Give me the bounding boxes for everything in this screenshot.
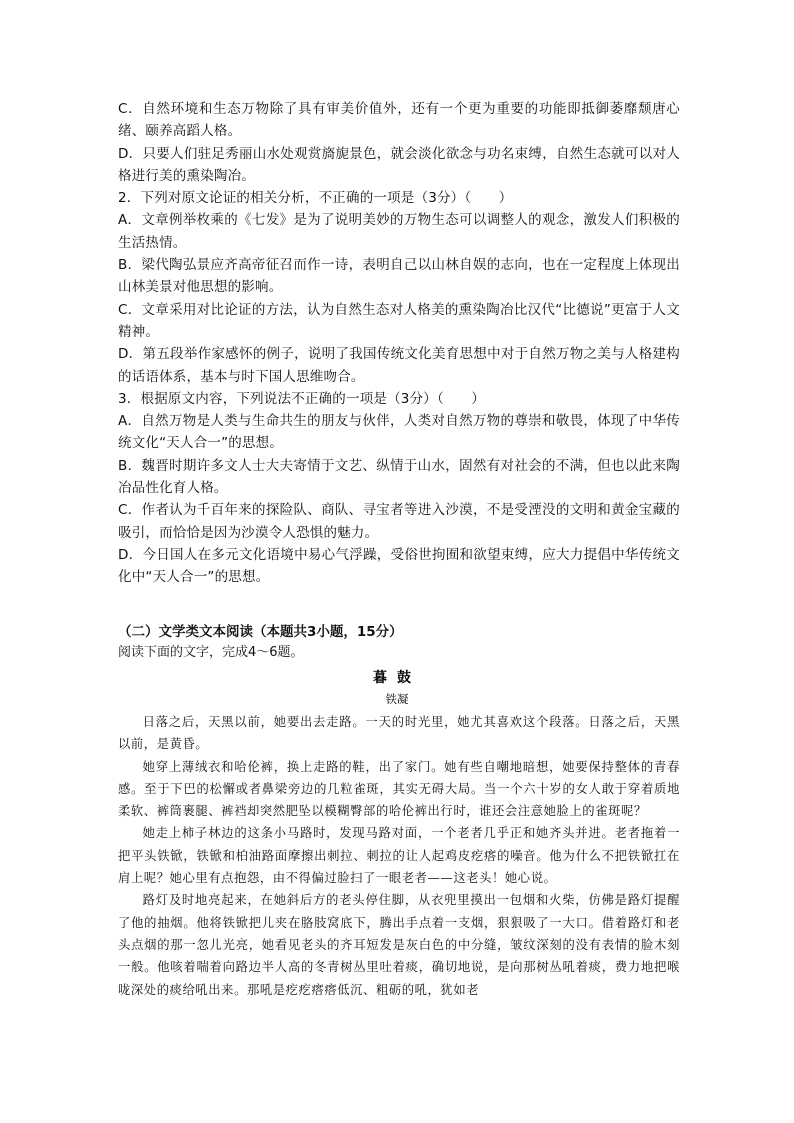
story-paragraph: 她穿上薄绒衣和哈伦裤，换上走路的鞋，出了家门。她有些自嘲地暗想，她要保持整体的青春感。至于下巴的松懈或者鼻梁旁边的几粒雀斑，其实无碍大局。当一个六十岁的女人敢于穿着质地柔软、裤筒裹腿、裤裆却突然肥坠以模糊臀部的哈伦裤出行时，谁还会注意她脸上的雀斑呢？: [118, 759, 680, 819]
story-paragraph: 她走上柿子林边的这条小马路时，发现马路对面，一个老者几乎正和她齐头并进。老者拖着一把平头铁锨，铁锨和柏油路面摩擦出刺拉、刺拉的让人起鸡皮疙瘩的噪音。他为什么不把铁锨扛在肩上呢？她心里有点抱怨，由不得偏过脸扫了一眼老者——这老头！她心说。: [118, 826, 680, 886]
story-body: [118, 711, 680, 1001]
story-paragraph: 路灯及时地亮起来，在她斜后方的老头停住脚，从衣兜里摸出一包烟和火柴，仿佛是路灯提醒了他的抽烟。他将铁锨把儿夹在胳肢窝底下，腾出手点着一支烟，狠狠吸了一大口。借着路灯和老头点烟的那一忽儿光亮，她看见老头的齐耳短发是灰白色的中分缝，皱纹深刻的没有表情的脸木刻一般。他咳着喘着向路边半人高的冬青树丛里吐着痰，确切地说，是向那树丛吼着痰，费力地把喉咙深处的痰给吼出来。那吼是疙疙瘩瘩低沉、粗砺的吼，犹如老: [118, 893, 680, 997]
question-stem: 2．下列对原文论证的相关分析，不正确的一项是（3分）（ ）: [118, 190, 513, 207]
question-option: C．文章采用对比论证的方法，认为自然生态对人格美的熏染陶冶比汉代“比德说”更富于人文精神。: [118, 301, 680, 340]
section-heading: （二）文学类文本阅读（本题共3小题，15分）: [118, 624, 403, 640]
story-author: 铁凝: [385, 692, 409, 706]
story-title: 暮鼓: [373, 670, 421, 686]
reading-questions: [118, 98, 680, 589]
question-option: D．今日国人在多元文化语境中易心气浮躁，受俗世拘囿和欲望束缚，应大力提倡中华传统文化中“天人合一”的思想。: [118, 546, 680, 586]
question-option: A．文章例举枚乘的《七发》是为了说明美妙的万物生态可以调整人的观念，激发人们积极的生活热情。: [118, 212, 680, 251]
question-option: B．魏晋时期许多文人士大夫寄情于文艺、纵情于山水，固然有对社会的不满，但也以此来陶冶品性化育人格。: [118, 457, 680, 497]
question-option: D．只要人们驻足秀丽山水处观赏旖旎景色，就会淡化欲念与功名束缚，自然生态就可以对人格进行美的熏染陶冶。: [118, 145, 680, 184]
question-option: C．作者认为千百年来的探险队、商队、寻宝者等进入沙漠，不是受湮没的文明和黄金宝藏的吸引，而恰恰是因为沙漠令人恐惧的魅力。: [118, 502, 680, 541]
story-paragraph: 日落之后，天黑以前，她要出去走路。一天的时光里，她尤其喜欢这个段落。日落之后，天黑以前，是黄昏。: [118, 715, 680, 752]
question-option: C．自然环境和生态万物除了具有审美价值外，还有一个更为重要的功能即抵御萎靡颓唐心绪、颐养高蹈人格。: [118, 101, 680, 140]
question-option: A．自然万物是人类与生命共生的朋友与伙伴，人类对自然万物的尊崇和敬畏，体现了中华传统文化“天人合一”的思想。: [118, 413, 680, 452]
question-stem: 3．根据原文内容，下列说法不正确的一项是（3分）（ ）: [118, 390, 486, 407]
reading-instruction: 阅读下面的文字，完成4～6题。: [118, 645, 304, 660]
question-option: D．第五段举作家感怀的例子，说明了我国传统文化美育思想中对于自然万物之美与人格建构的话语体系，基本与时下国人思维吻合。: [118, 346, 680, 385]
question-option: B．梁代陶弘景应齐高帝征召而作一诗，表明自己以山林自娱的志向，也在一定程度上体现出山林美景对他思想的影响。: [118, 257, 680, 296]
